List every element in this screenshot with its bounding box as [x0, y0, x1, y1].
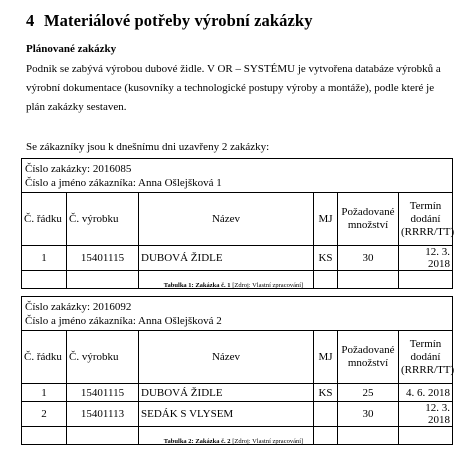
cell-name: DUBOVÁ ŽIDLE [139, 246, 314, 271]
customer-name: Číslo a jméno zákazníka: Anna Ošlejšková 2 [25, 314, 222, 327]
col-header-deadline-line: (RRRR/TT) [401, 225, 455, 238]
col-header-unit: MJ [314, 193, 338, 246]
table-row [22, 402, 453, 427]
caption-label: Tabulka 1: Zakázka č. 1 [163, 282, 231, 289]
col-header-unit: MJ [314, 331, 338, 384]
table-header-row [22, 193, 453, 246]
caption-label: Tabulka 2: Zakázka č. 2 [163, 438, 231, 445]
paragraph-line: plán zakázky sestaven. [26, 101, 127, 113]
order-info [22, 159, 453, 193]
col-header-deadline [399, 193, 453, 246]
col-header-deadline-line: dodání [410, 212, 441, 225]
col-header-quantity-line: množství [347, 219, 389, 231]
cell-unit: KS [314, 384, 338, 402]
cell-quantity: 30 [338, 402, 399, 427]
table-row [22, 384, 453, 402]
cell-unit [314, 402, 338, 427]
order-table-2 [21, 296, 453, 445]
paragraph-line: Podnik se zabývá výrobou dubové židle. V OR – SYSTÉMU je vytvořena databáze výrobků a [26, 63, 441, 75]
cell-product-no: 15401113 [67, 402, 139, 427]
cell-deadline: 12. 3. 2018 [399, 402, 453, 427]
cell-deadline: 4. 6. 2018 [399, 384, 453, 402]
order-number: Číslo zakázky: 2016092 [25, 300, 132, 313]
order-table-1 [21, 158, 453, 289]
col-header-product-no: Č. výrobku [67, 193, 139, 246]
table-caption-1 [0, 282, 467, 289]
cell-row-no: 1 [22, 246, 67, 271]
cell-name: SEDÁK S VLYSEM [139, 402, 314, 427]
col-header-row-no: Č. řádku [22, 331, 67, 384]
col-header-quantity [338, 193, 399, 246]
col-header-deadline-line: Termín [409, 199, 442, 212]
cell-quantity: 30 [338, 246, 399, 271]
table-caption-2 [0, 438, 467, 445]
cell-product-no: 15401115 [67, 384, 139, 402]
cell-row-no: 1 [22, 384, 67, 402]
cell-deadline: 12. 3. 2018 [399, 246, 453, 271]
order-number: Číslo zakázky: 2016085 [25, 162, 132, 175]
section-title: Materiálové potřeby výrobní zakázky [44, 11, 313, 30]
col-header-deadline-line: (RRRR/TT) [401, 363, 455, 376]
paragraph-line: výrobní dokumentace (kusovníky a technologické postupy výroby a montáže), podle které je [26, 82, 435, 94]
paragraph [26, 60, 456, 117]
col-header-deadline-line: dodání [410, 350, 441, 363]
section-heading [26, 11, 313, 31]
col-header-name: Název [139, 193, 314, 246]
cell-row-no: 2 [22, 402, 67, 427]
customer-name: Číslo a jméno zákazníka: Anna Ošlejšková 1 [25, 176, 222, 189]
table-row [22, 246, 453, 271]
col-header-product-no: Č. výrobku [67, 331, 139, 384]
cell-unit: KS [314, 246, 338, 271]
col-header-deadline-line: Termín [409, 337, 442, 350]
col-header-quantity [338, 331, 399, 384]
cell-quantity: 25 [338, 384, 399, 402]
col-header-quantity-line: Požadované [341, 344, 395, 356]
intro-text: Se zákazníky jsou k dnešnímu dni uzavřeny 2 zakázky: [26, 141, 270, 153]
section-number: 4 [26, 11, 35, 30]
cell-name: DUBOVÁ ŽIDLE [139, 384, 314, 402]
col-header-quantity-line: Požadované [341, 206, 395, 218]
subheading: Plánované zakázky [26, 43, 117, 55]
table-header-row [22, 331, 453, 384]
col-header-quantity-line: množství [347, 357, 389, 369]
col-header-row-no: Č. řádku [22, 193, 67, 246]
col-header-deadline [399, 331, 453, 384]
col-header-name: Název [139, 331, 314, 384]
order-info [22, 297, 453, 331]
caption-source: [Zdroj: Vlastní zpracování] [232, 438, 304, 445]
caption-source: [Zdroj: Vlastní zpracování] [232, 282, 304, 289]
cell-product-no: 15401115 [67, 246, 139, 271]
